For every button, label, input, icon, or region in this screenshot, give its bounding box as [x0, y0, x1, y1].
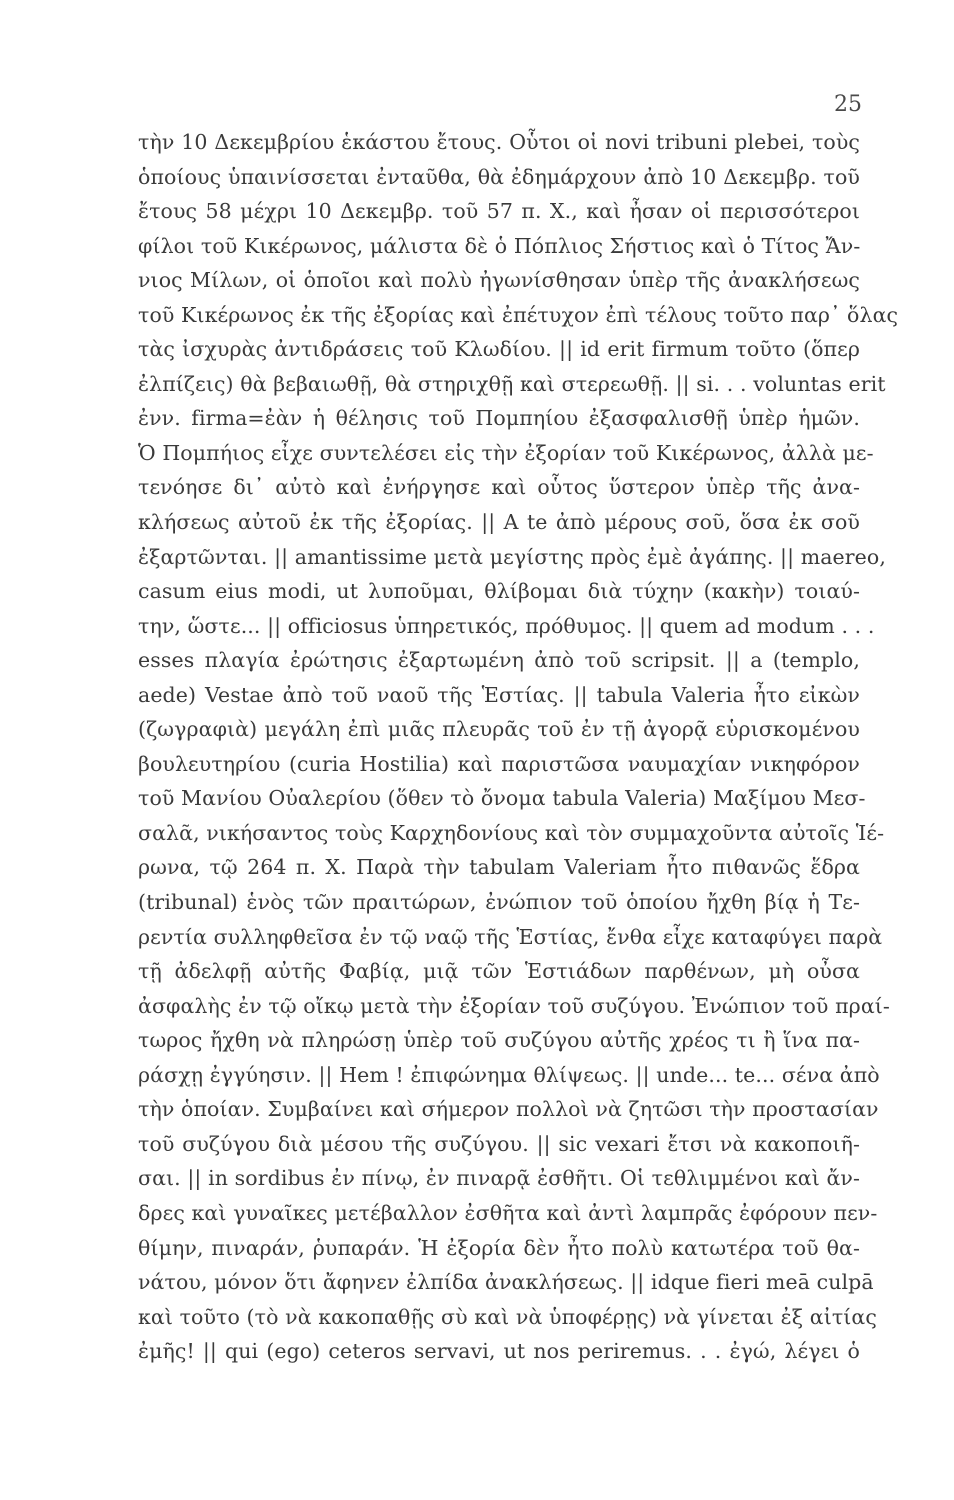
text-line: νιος Μίλων, οἱ ὁποῖοι καὶ πολὺ ἠγωνίσθησαν ὑπὲρ τῆς ἀνακλήσεως: [138, 268, 860, 293]
text-line: (ζωγραφιὰ) μεγάλη ἐπὶ μιᾶς πλευρᾶς τοῦ ἐν τῇ ἀγορᾷ εὑρισκομένου: [138, 717, 860, 742]
body-text: [138, 125, 899, 1369]
text-line: τενόησε δι᾽ αὐτὸ καὶ ἐνήργησε καὶ οὗτος ὕστερον ὑπὲρ τῆς ἀνα-: [138, 475, 860, 500]
text-line: ὁποίους ὑπαινίσσεται ἐνταῦθα, θὰ ἐδημάρχουν ἀπὸ 10 Δεκεμβρ. τοῦ: [138, 164, 860, 189]
text-line: τὴν 10 Δεκεμβρίου ἑκάστου ἔτους. Οὗτοι οἱ novi tribuni plebei, τοὺς: [138, 130, 860, 154]
text-line: τὴν ὁποίαν. Συμβαίνει καὶ σήμερον πολλοὶ νὰ ζητῶσι τὴν προστασίαν: [138, 1097, 879, 1122]
text-line: νάτου, μόνον ὅτι ἄφηνεν ἐλπίδα ἀνακλήσεως. || idque fieri meā culpā: [138, 1270, 874, 1295]
text-line: ρεντία συλληφθεῖσα ἐν τῷ ναῷ τῆς Ἑστίας, ἔνθα εἶχε καταφύγει παρὰ: [138, 924, 883, 949]
text-line: (tribunal) ἑνὸς τῶν πραιτώρων, ἐνώπιον τοῦ ὁποίου ἤχθη βίᾳ ἡ Τε-: [138, 890, 860, 915]
text-line: ρωνα, τῷ 264 π. Χ. Παρὰ τὴν tabulam Valeriam ἦτο πιθανῶς ἕδρα: [138, 855, 860, 880]
text-line: esses πλαγία ἐρώτησις ἐξαρτωμένη ἀπὸ τοῦ scripsit. || a (templo,: [138, 648, 860, 673]
text-line: Ὁ Πομπήιος εἶχε συντελέσει εἰς τὴν ἐξορίαν τοῦ Κικέρωνος, ἀλλὰ με-: [138, 440, 874, 465]
text-line: θίμην, πιναράν, ῥυπαράν. Ἡ ἐξορία δὲν ἦτο πολὺ κατωτέρα τοῦ θα-: [138, 1235, 860, 1260]
text-line: τοῦ Κικέρωνος ἐκ τῆς ἐξορίας καὶ ἐπέτυχον ἐπὶ τέλους τοῦτο παρ᾽ ὅλας: [138, 302, 899, 327]
text-line: aede) Vestae ἀπὸ τοῦ ναοῦ τῆς Ἑστίας. || tabula Valeria ἦτο εἰκὼν: [138, 682, 860, 707]
text-line: βουλευτηρίου (curia Hostilia) καὶ παριστῶσα ναυμαχίαν νικηφόρον: [138, 751, 860, 776]
page-number: 25: [834, 92, 862, 117]
text-line: ἐμῆς! || qui (ego) ceteros servavi, ut nos periremus. . . ἐγώ, λέγει ὁ: [138, 1339, 860, 1364]
text-line: σαι. || in sordibus ἐν πίνῳ, ἐν πιναρᾷ ἐσθῆτι. Οἱ τεθλιμμένοι καὶ ἄν-: [138, 1166, 860, 1191]
text-line: δρες καὶ γυναῖκες μετέβαλλον ἐσθῆτα καὶ ἀντὶ λαμπρᾶς ἐφόρουν πεν-: [138, 1200, 878, 1225]
text-line: ἐξαρτῶνται. || amantissime μετὰ μεγίστης πρὸς ἐμὲ ἀγάπης. || maereo,: [138, 544, 886, 569]
text-line: φίλοι τοῦ Κικέρωνος, μάλιστα δὲ ὁ Πόπλιος Σήστιος καὶ ὁ Τίτος Ἄν-: [138, 233, 861, 258]
text-line: τὰς ἰσχυρὰς ἀντιδράσεις τοῦ Κλωδίου. || id erit firmum τοῦτο (ὅπερ: [138, 337, 860, 362]
text-line: τοῦ συζύγου διὰ μέσου τῆς συζύγου. || sic vexari ἔτσι νὰ κακοποιῆ-: [138, 1131, 860, 1156]
text-line: ράσχῃ ἐγγύησιν. || Hem ! ἐπιφώνημα θλίψεως. || unde... te... σένα ἀπὸ: [138, 1062, 880, 1087]
text-line: τωρος ἤχθη νὰ πληρώσῃ ὑπὲρ τοῦ συζύγου αὐτῆς χρέος τι ἢ ἵνα πα-: [138, 1028, 860, 1053]
text-line: καὶ τοῦτο (τὸ νὰ κακοπαθῇς σὺ καὶ νὰ ὑποφέρῃς) νὰ γίνεται ἐξ αἰτίας: [138, 1304, 877, 1329]
text-line: τοῦ Μανίου Οὐαλερίου (ὅθεν τὸ ὄνομα tabula Valeria) Μαξίμου Μεσ-: [138, 786, 866, 811]
text-line: σαλᾶ, νικήσαντος τοὺς Καρχηδονίους καὶ τὸν συμμαχοῦντα αὐτοῖς Ἱέ-: [138, 820, 885, 845]
text-line: την, ὥστε... || officiosus ὑπηρετικός, πρόθυμος. || quem ad modum . . .: [138, 613, 875, 638]
text-line: ἔτους 58 μέχρι 10 Δεκεμβρ. τοῦ 57 π. Χ., καὶ ἦσαν οἱ περισσότεροι: [138, 199, 860, 224]
text-line: ἐνν. firma=ἐὰν ἡ θέλησις τοῦ Πομπηίου ἐξασφαλισθῇ ὑπὲρ ἡμῶν.: [138, 406, 860, 431]
text-line: ἀσφαλὴς ἐν τῷ οἴκῳ μετὰ τὴν ἐξορίαν τοῦ συζύγου. Ἐνώπιον τοῦ πραί-: [138, 993, 890, 1018]
text-line: ἐλπίζεις) θὰ βεβαιωθῇ, θὰ στηριχθῇ καὶ στερεωθῇ. || si. . . voluntas erit: [138, 371, 886, 396]
text-line: casum eius modi, ut λυποῦμαι, θλίβομαι διὰ τύχην (κακὴν) τοιαύ-: [138, 579, 860, 604]
text-line: τῇ ἀδελφῇ αὐτῆς Φαβίᾳ, μιᾷ τῶν Ἑστιάδων παρθένων, μὴ οὖσα: [138, 959, 860, 984]
text-line: κλήσεως αὐτοῦ ἐκ τῆς ἐξορίας. || A te ἀπὸ μέρους σοῦ, ὅσα ἐκ σοῦ: [138, 510, 860, 535]
